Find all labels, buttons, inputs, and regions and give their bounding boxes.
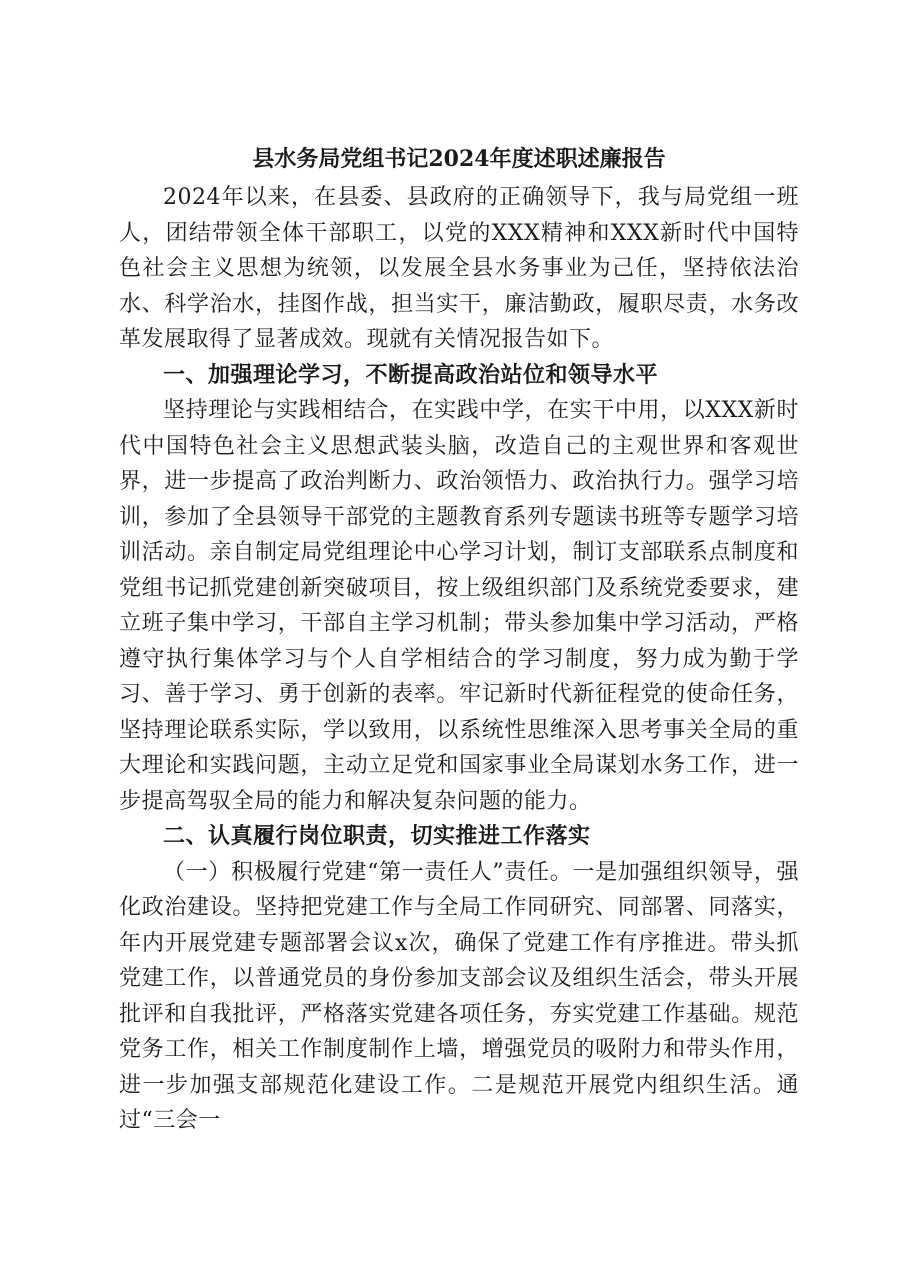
- section-2-paragraph: （一）积极履行党建“第一责任人”责任。一是加强组织领导，强化政治建设。坚持把党建工作与全局工作同研究、同部署、同落实，年内开展党建专题部署会议x次，确保了党建工作有序推进。带头抓党建工作，以普通党员的身份参加支部会议及组织生活会，带头开展批评和自我批评，严格落实党建各项任务，夯实党建工作基础。规范党务工作，相关工作制度制作上墙，增强党员的吸附力和带头作用，进一步加强支部规范化建设工作。二是规范开展党内组织生活。通过“三会一: [119, 859, 799, 1133]
- section-1-paragraph: 坚持理论与实践相结合，在实践中学，在实干中用，以XXX新时代中国特色社会主义思想武装头脑，改造自己的主观世界和客观世界，进一步提高了政治判断力、政治领悟力、政治执行力。强学习培训，参加了全县领导干部党的主题教育系列专题读书班等专题学习培训活动。亲自制定局党组理论中心学习计划，制订支部联系点制度和党组书记抓党建创新突破项目，按上级组织部门及系统党委要求，建立班子集中学习，干部自主学习机制；带头参加集中学习活动，严格遵守执行集体学习与个人自学相结合的学习制度，努力成为勤于学习、善于学习、勇于创新的表率。牢记新时代新征程党的使命任务，坚持理论联系实际，学以致用，以系统性思维深入思考事关全局的重大理论和实践问题，主动立足党和国家事业全局谋划水务工作，进一步提高驾驭全局的能力和解决复杂问题的能力。: [119, 398, 799, 814]
- document-body: [119, 140, 799, 1139]
- intro-paragraph: 2024年以来，在县委、县政府的正确领导下，我与局党组一班人，团结带领全体干部职工，以党的XXX精神和XXX新时代中国特色社会主义思想为统领，以发展全县水务事业为己任，坚持依法治水、科学治水，挂图作战，担当实干，廉洁勤政，履职尽责，水务改革发展取得了显著成效。现就有关情况报告如下。: [119, 185, 799, 352]
- section-1-heading: 一、加强理论学习，不断提高政治站位和领导水平: [163, 362, 659, 388]
- document-title: 县水务局党组书记2024年度述职述廉报告: [252, 146, 666, 172]
- section-2-heading: 二、认真履行岗位职责，切实推进工作落实: [163, 824, 591, 849]
